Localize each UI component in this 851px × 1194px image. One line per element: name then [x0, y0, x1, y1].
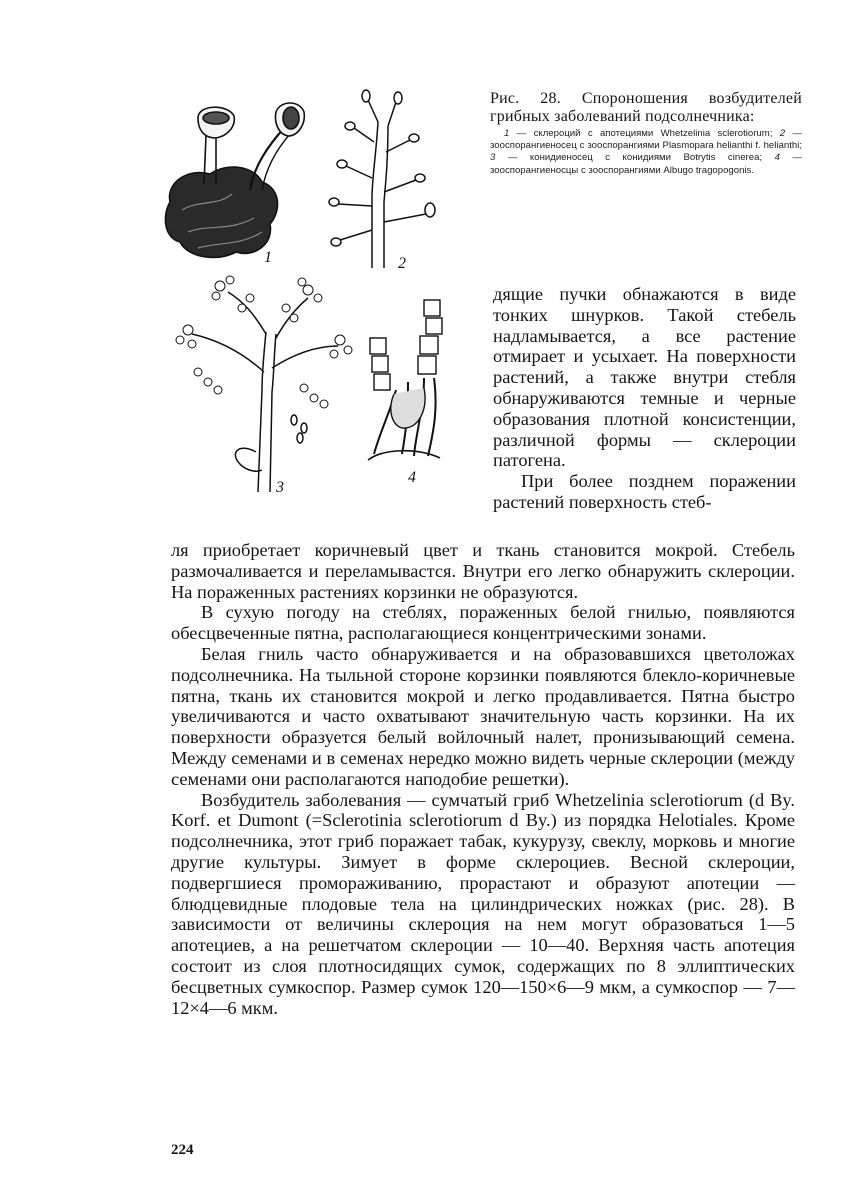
caption-item-3-text: — конидиеносец с конидиями Botrytis cinerea;	[495, 152, 775, 164]
right-column-text	[493, 284, 796, 513]
paragraph-3: В сухую погоду на стеблях, пораженных белой гнилью, появляются обесцвеченные пятна, располагающиеся концентрическими зонами.	[171, 602, 795, 644]
caption-item-1-number: 1	[504, 128, 510, 139]
figure-28-illustration	[158, 82, 478, 500]
paragraph-4: Белая гниль часто обнаруживается и на образовавшихся цветоложах подсолнечника. На тыльной стороне корзинки появляются блекло-коричневые пятна, ткань их становится мокрой и легко продавливается. Пятна быстро увеличиваются и часто охватывают значительную часть корзинки. На их поверхности образуется белый войлочный налет, пронизывающий семена. Между семенами и в семенах нередко можно видеть черные склероции (между семенами они располагаются наподобие решетки).	[171, 643, 795, 789]
sclerotium-apothecia-drawing	[165, 103, 304, 257]
conidiophore-drawing	[176, 276, 352, 492]
caption-item-1-text: — склероций с апотециями Whetzelinia sclerotiorum;	[509, 128, 780, 139]
caption-item-2-text: — зооспорангиеносец с зооспорангиями Plasmopara helianthi f. helianthi;	[490, 128, 802, 152]
paragraph-2-continuation: ля приобретает коричневый цвет и ткань становится мокрой. Стебель размочаливается и переламываcтся. Внутри его легко обнаружить склероции. На пораженных растениях корзинки не образуются.	[171, 540, 795, 602]
zoosporangiophore-drawing	[329, 90, 435, 268]
page-number: 224	[171, 1142, 194, 1158]
paragraph-1-continuation: дящие пучки обнажаются в виде тонких шнурков. Такой стебель надламывается, а все растение отмирает и усыхает. На поверхности растений, а также внутри стебля обнаруживаются темные и черные образования плотной консистенции, различной формы — склероции патогена.	[493, 284, 796, 471]
figure-label-2: 2	[398, 255, 406, 272]
figure-label-4: 4	[408, 469, 416, 486]
albugo-zoosporangia-drawing	[368, 300, 442, 460]
caption-item-4-text: — зооспорангиеносцы с зооспорангиями Albugo tragopogonis.	[490, 152, 802, 176]
caption-title: Рис. 28. Спороношения возбудителей грибных заболеваний подсолнечника:	[490, 90, 802, 125]
caption-item-4-number: 4	[774, 152, 780, 164]
caption-legend	[490, 128, 802, 177]
main-body-text	[171, 540, 795, 1018]
figure-label-3: 3	[276, 479, 284, 496]
figure-caption	[490, 90, 802, 177]
paragraph-5: Возбудитель заболевания — сумчатый гриб Whetzelinia sclerotiorum (d By. Korf. et Dumont (=Sclerotinia sclerotiorum d By.) из порядка Helotiales. Кроме подсолнечника, этот гриб поражает табак, кукурузу, свеклу, морковь и многие другие культуры. Зимует в форме склероциев. Весной склероции, подвергшиеся промораживанию, прорастают и образуют апотеции — блюдцевидные плодовые тела на цилиндрических ножках (рис. 28). В зависимости от величины склероция на нем могут образоваться 1—5 апотециев, а на решетчатом склероции — 10—40. Верхняя часть апотеция состоит из слоя плотносидящих сумок, содержащих по 8 эллиптических бесцветных сумкоспор. Размер сумок 120—150×6—9 мкм, а сумкоспор — 7—12×4—6 мкм.	[171, 789, 795, 1018]
caption-item-3-number: 3	[490, 152, 496, 164]
caption-item-2-number: 2	[779, 128, 786, 139]
paragraph-2-start: При более позднем поражении растений поверхность стеб-	[493, 471, 796, 512]
figure-label-1: 1	[264, 249, 272, 266]
